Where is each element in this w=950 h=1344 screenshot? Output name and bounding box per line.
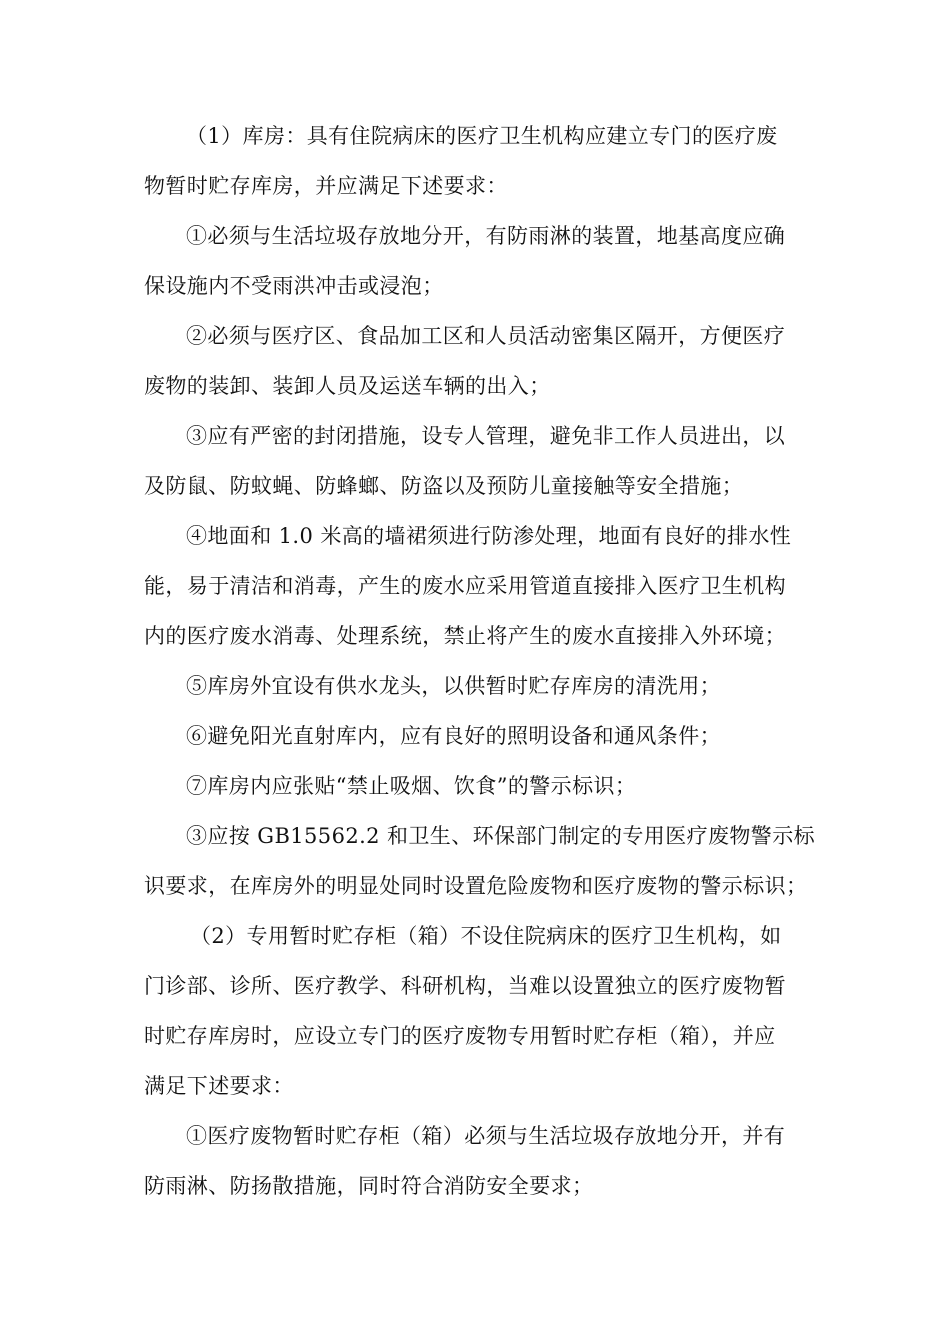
text-line: 满足下述要求：	[144, 1074, 294, 1098]
text-line: ⑤库房外宜设有供水龙头，以供暂时贮存库房的清洗用；	[186, 674, 721, 698]
text-line: 废物的装卸、装卸人员及运送车辆的出入；	[144, 374, 551, 398]
text-line: 时贮存库房时，应设立专门的医疗废物专用暂时贮存柜（箱），并应	[144, 1024, 776, 1048]
text-line: 保设施内不受雨洪冲击或浸泡；	[144, 274, 444, 298]
text-line: 门诊部、诊所、医疗教学、科研机构，当难以设置独立的医疗废物暂	[144, 974, 786, 998]
text-line: ②必须与医疗区、食品加工区和人员活动密集区隔开，方便医疗	[186, 324, 786, 348]
text-line: ③应有严密的封闭措施，设专人管理，避免非工作人员进出，以	[186, 424, 786, 448]
text-line: （1）库房：具有住院病床的医疗卫生机构应建立专门的医疗废	[186, 124, 778, 148]
text-line: ①医疗废物暂时贮存柜（箱）必须与生活垃圾存放地分开，并有	[186, 1124, 786, 1148]
text-line: ⑦库房内应张贴“禁止吸烟、饮食”的警示标识；	[186, 774, 637, 798]
text-line: 内的医疗废水消毒、处理系统，禁止将产生的废水直接排入外环境；	[144, 624, 786, 648]
text-line: ⑥避免阳光直射库内，应有良好的照明设备和通风条件；	[186, 724, 721, 748]
text-line: （2）专用暂时贮存柜（箱）不设住院病床的医疗卫生机构，如	[190, 924, 782, 948]
text-line: 识要求，在库房外的明显处同时设置危险废物和医疗废物的警示标识；	[144, 874, 808, 898]
text-line: ③应按 GB15562.2 和卫生、环保部门制定的专用医疗废物警示标	[186, 824, 815, 848]
text-line: 防雨淋、防扬散措施，同时符合消防安全要求；	[144, 1174, 594, 1198]
text-line: 及防鼠、防蚊蝇、防蜂螂、防盗以及预防儿童接触等安全措施；	[144, 474, 744, 498]
text-line: 能，易于清洁和消毒，产生的废水应采用管道直接排入医疗卫生机构	[144, 574, 786, 598]
text-line: ①必须与生活垃圾存放地分开，有防雨淋的装置，地基高度应确	[186, 224, 786, 248]
text-line: ④地面和 1.0 米高的墙裙须进行防渗处理，地面有良好的排水性	[186, 524, 792, 548]
text-line: 物暂时贮存库房，并应满足下述要求：	[144, 174, 508, 198]
